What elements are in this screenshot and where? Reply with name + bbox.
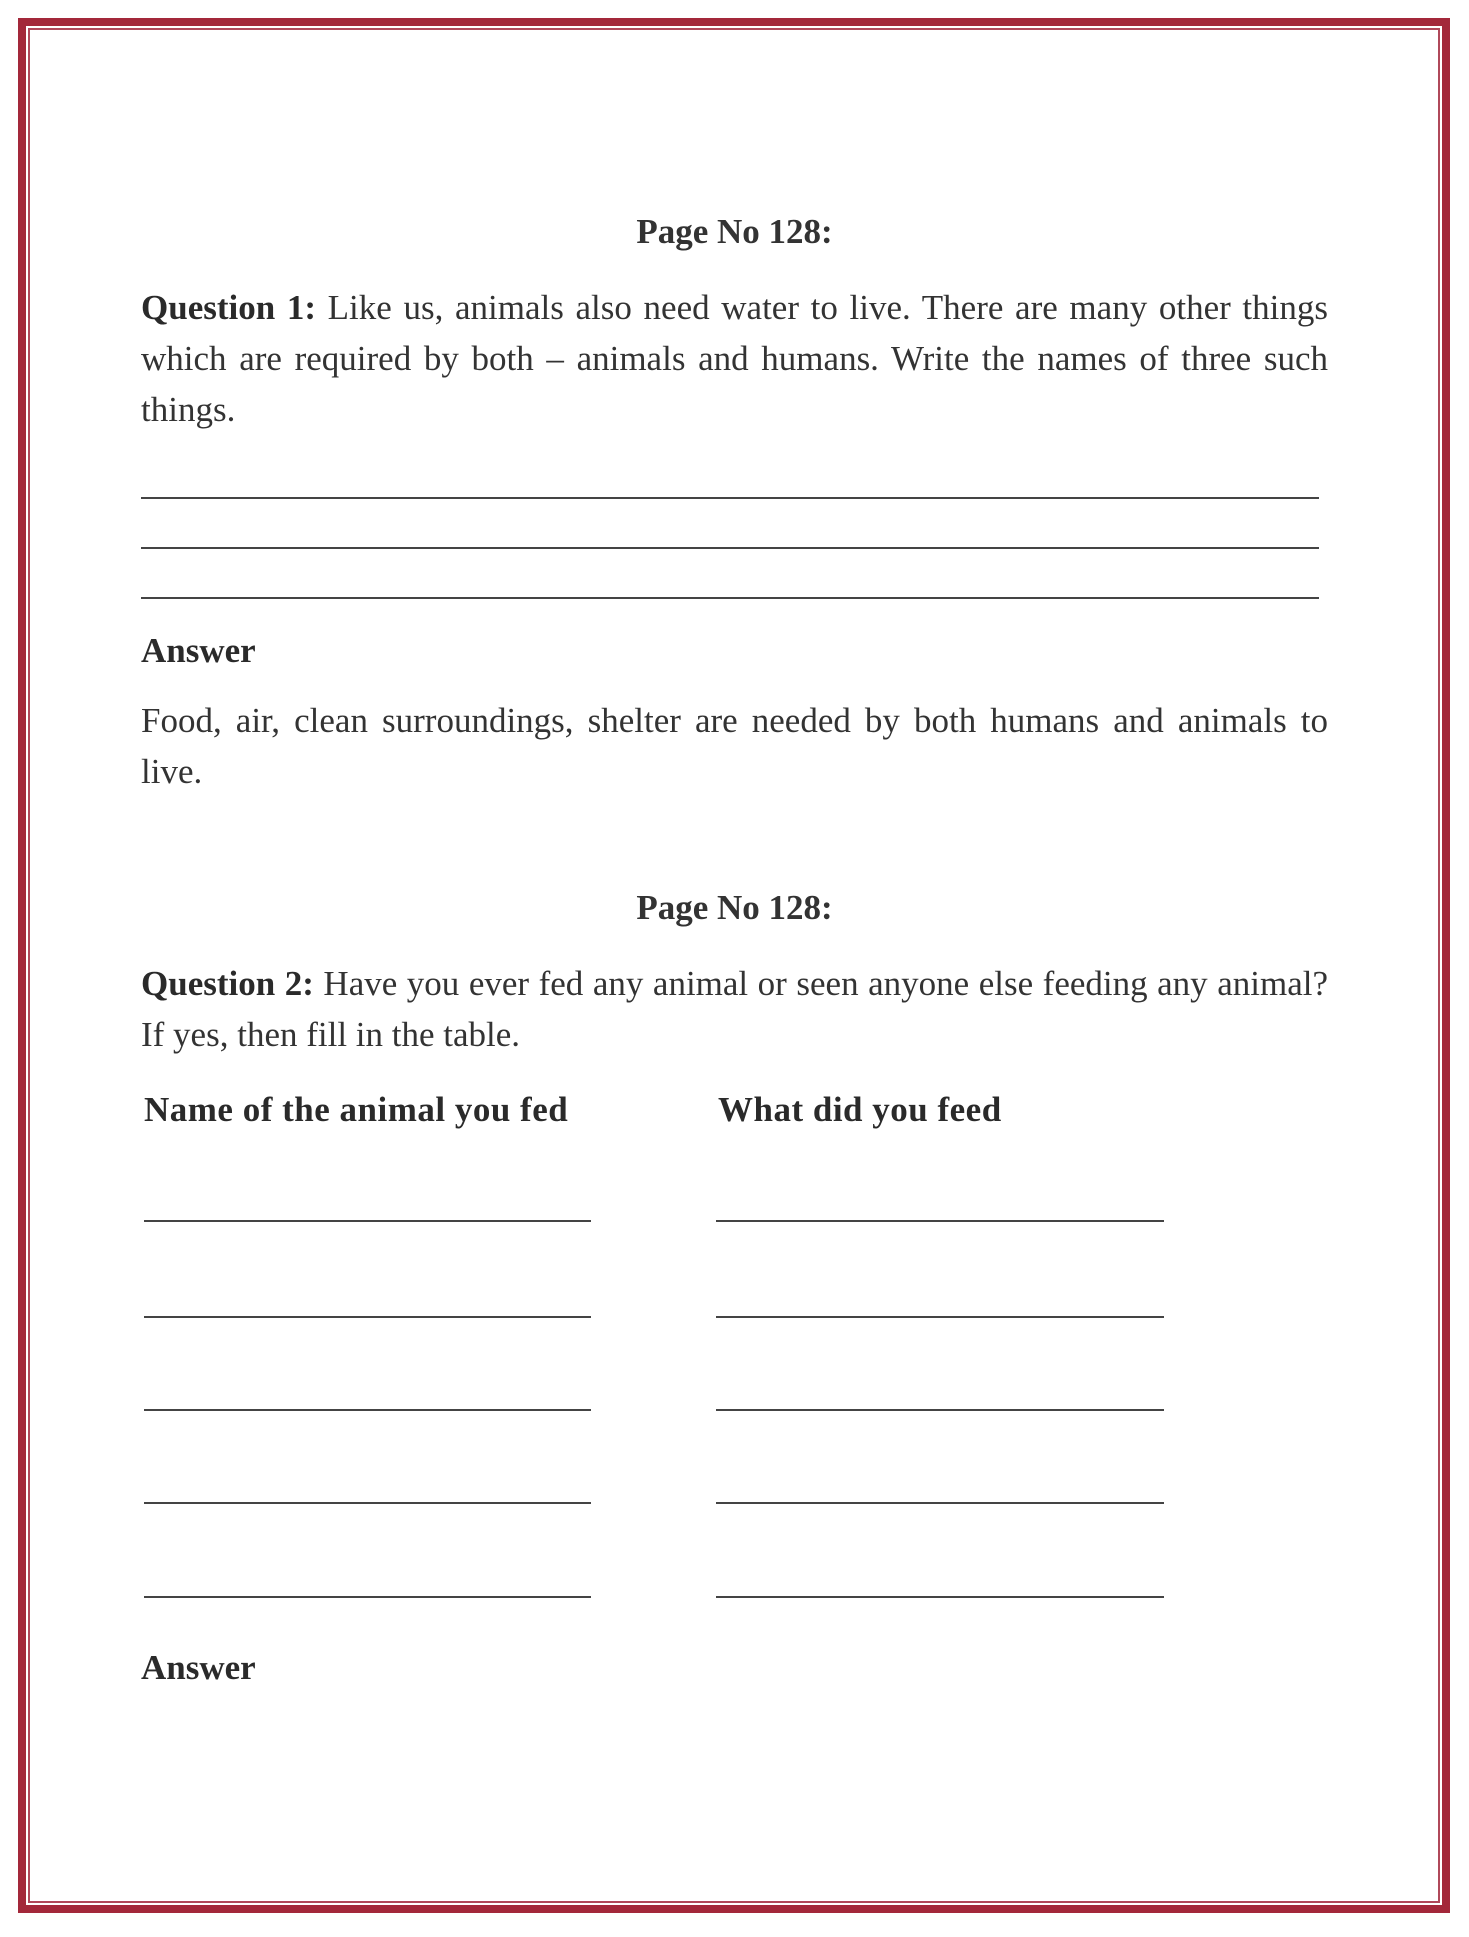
page-heading-1: Page No 128:	[636, 212, 833, 251]
column-header-animal: Name of the animal you fed	[144, 1090, 569, 1129]
page-heading-2: Page No 128:	[636, 888, 833, 927]
animal-blank	[144, 1502, 591, 1504]
question-1-text: Like us, animals also need water to live. There are many other things which are required by both – animals and humans. Write the names of three such things.	[141, 288, 1328, 429]
question-2-label: Question 2:	[141, 964, 314, 1003]
food-blank	[716, 1316, 1164, 1318]
question-1	[141, 282, 1328, 435]
answer-heading-1: Answer	[141, 631, 256, 670]
animal-blank	[144, 1409, 591, 1411]
animal-blank	[144, 1596, 591, 1598]
food-blank	[716, 1596, 1164, 1598]
column-header-food: What did you feed	[718, 1090, 1002, 1129]
answer-heading-2: Answer	[141, 1648, 256, 1687]
question-2	[141, 958, 1328, 1060]
food-blank	[716, 1220, 1164, 1222]
answer-line	[141, 597, 1319, 599]
question-2-text: Have you ever fed any animal or seen anyone else feeding any animal? If yes, then fill in the table.	[141, 964, 1328, 1054]
answer-line	[141, 547, 1319, 549]
question-1-label: Question 1:	[141, 288, 317, 327]
animal-blank	[144, 1316, 591, 1318]
food-blank	[716, 1409, 1164, 1411]
animal-blank	[144, 1220, 591, 1222]
answer-line	[141, 497, 1319, 499]
food-blank	[716, 1502, 1164, 1504]
answer-1-text: Food, air, clean surroundings, shelter are needed by both humans and animals to live.	[141, 701, 1328, 791]
